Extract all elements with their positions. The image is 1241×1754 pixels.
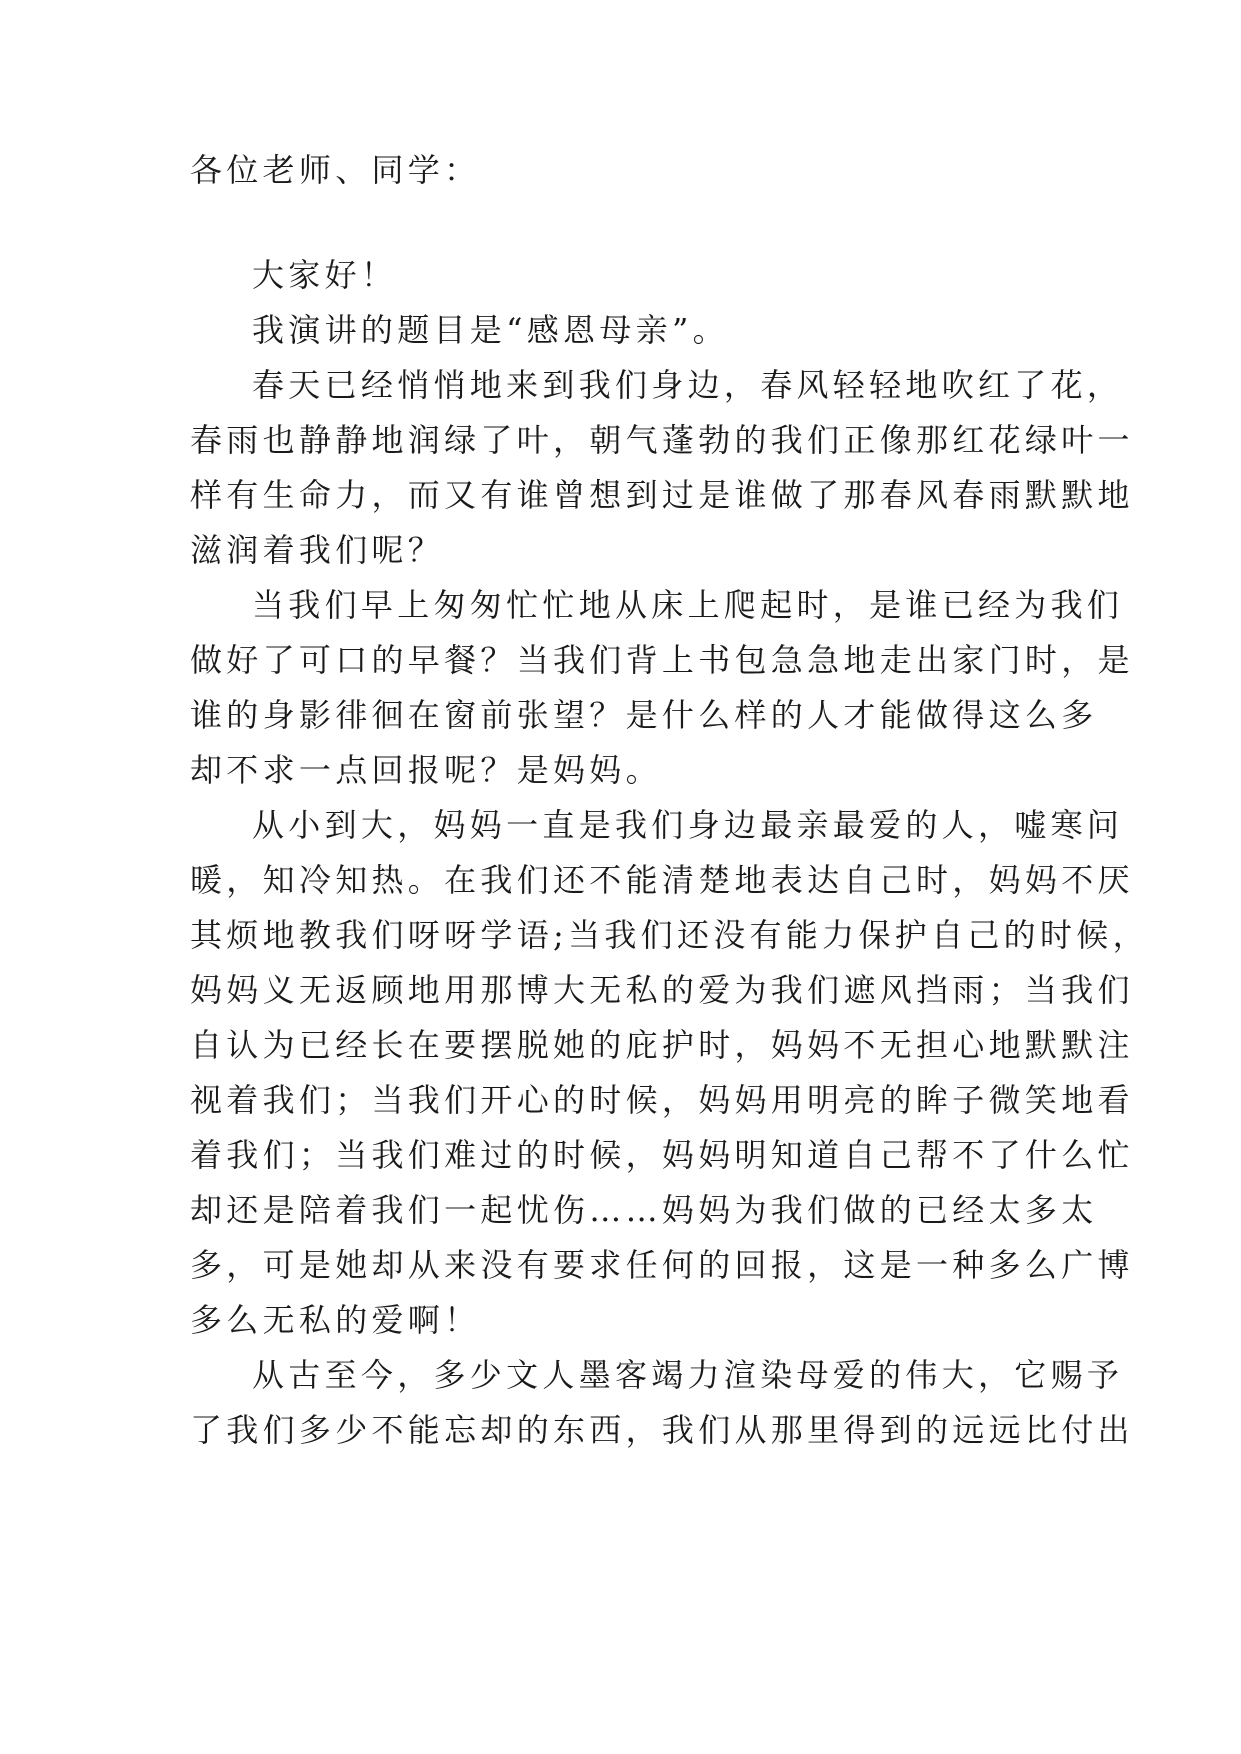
- paragraph-3-line: 却还是陪着我们一起忧伤……妈妈为我们做的已经太多太: [190, 1191, 1098, 1229]
- paragraph-2-line: 谁的身影徘徊在窗前张望？是什么样的人才能做得这么多: [190, 696, 1098, 734]
- paragraph-1-line: 春雨也静静地润绿了叶，朝气蓬勃的我们正像那红花绿叶一: [190, 421, 1134, 459]
- paragraph-2-line: 当我们早上匆匆忙忙地从床上爬起时，是谁已经为我们: [252, 586, 1124, 624]
- paragraph-3-line: 多么无私的爱啊！: [190, 1301, 481, 1339]
- paragraph-1-line: 滋润着我们呢？: [190, 531, 445, 569]
- paragraph-3-line: 从小到大，妈妈一直是我们身边最亲最爱的人，嘘寒问: [252, 806, 1124, 844]
- paragraph-3-line: 着我们；当我们难过的时候，妈妈明知道自己帮不了什么忙: [190, 1136, 1134, 1174]
- paragraph-3-line: 妈妈义无返顾地用那博大无私的爱为我们遮风挡雨；当我们: [190, 971, 1134, 1009]
- paragraph-3-line: 其烦地教我们呀呀学语;当我们还没有能力保护自己的时候，: [190, 916, 1149, 954]
- paragraph-3-line: 视着我们；当我们开心的时候，妈妈用明亮的眸子微笑地看: [190, 1081, 1134, 1119]
- paragraph-1-line: 样有生命力，而又有谁曾想到过是谁做了那春风春雨默默地: [190, 476, 1134, 514]
- speech-topic: 我演讲的题目是“感恩母亲”。: [252, 311, 729, 349]
- paragraph-4-line: 了我们多少不能忘却的东西，我们从那里得到的远远比付出: [190, 1411, 1134, 1449]
- paragraph-2-line: 做好了可口的早餐？当我们背上书包急急地走出家门时，是: [190, 641, 1134, 679]
- paragraph-4-line: 从古至今，多少文人墨客竭力渲染母爱的伟大，它赐予: [252, 1356, 1124, 1394]
- greeting: 大家好！: [252, 256, 398, 294]
- paragraph-2-line: 却不求一点回报呢？是妈妈。: [190, 751, 662, 789]
- salutation: 各位老师、同学：: [190, 151, 481, 189]
- paragraph-3-line: 自认为已经长在要摆脱她的庇护时，妈妈不无担心地默默注: [190, 1026, 1134, 1064]
- paragraph-1-line: 春天已经悄悄地来到我们身边，春风轻轻地吹红了花，: [252, 366, 1124, 404]
- paragraph-3-line: 暖，知冷知热。在我们还不能清楚地表达自己时，妈妈不厌: [190, 861, 1134, 899]
- paragraph-3-line: 多，可是她却从来没有要求任何的回报，这是一种多么广博: [190, 1246, 1134, 1284]
